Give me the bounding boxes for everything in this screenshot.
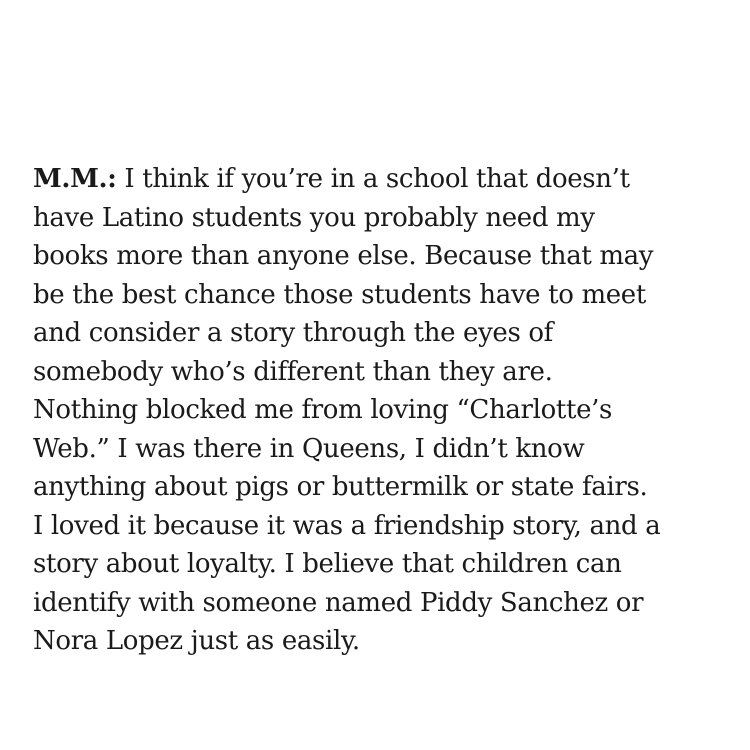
interview-answer-paragraph: [33, 160, 733, 661]
text-line: be the best chance those students have to meet: [33, 279, 646, 310]
text-line: anything about pigs or buttermilk or state fairs.: [33, 472, 648, 502]
text-line: Nora Lopez just as easily.: [33, 626, 360, 656]
text-line: somebody who’s different than they are.: [33, 356, 553, 387]
speaker-label: M.M.:: [33, 164, 117, 194]
text-line: Nothing blocked me from loving “Charlotte’s: [33, 395, 613, 425]
text-line: [33, 160, 733, 199]
text-line: identify with someone named Piddy Sanchez or: [33, 587, 644, 618]
text-line: have Latino students you probably need my: [33, 202, 595, 233]
text-line: and consider a story through the eyes of: [33, 318, 553, 348]
text-line-content: I think if you’re in a school that doesn’t: [116, 164, 630, 194]
text-line: books more than anyone else. Because that may: [33, 241, 654, 271]
text-line: story about loyalty. I believe that children can: [33, 549, 622, 579]
text-line: Web.” I was there in Queens, I didn’t know: [33, 433, 585, 464]
text-line: I loved it because it was a friendship story, and a: [33, 510, 661, 541]
